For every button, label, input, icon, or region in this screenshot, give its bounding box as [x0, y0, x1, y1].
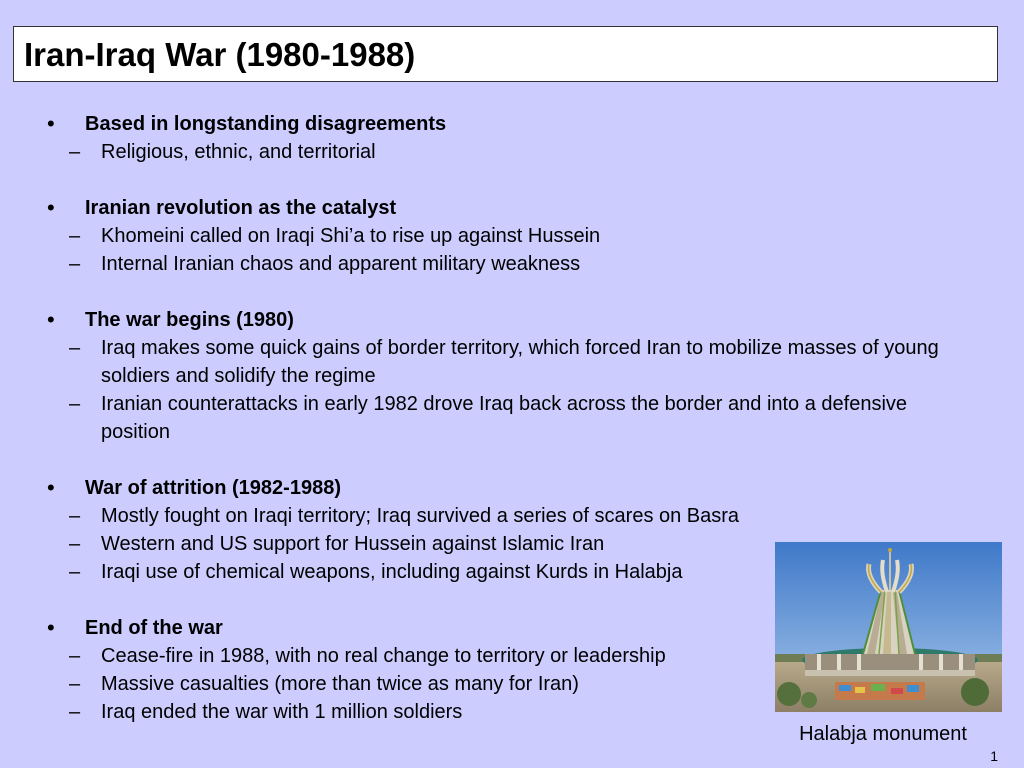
sub-item: [0, 222, 981, 250]
bullet-text: Iranian revolution as the catalyst: [85, 197, 397, 219]
dash-icon: –: [69, 253, 81, 275]
bullet-heading: [0, 306, 1000, 334]
bullet-icon: •: [47, 307, 55, 332]
sub-item-text: Cease-fire in 1988, with no real change to territory or leadership: [101, 645, 666, 667]
bullet-heading: [0, 194, 1000, 222]
sub-item-text: Khomeini called on Iraqi Shi’a to rise up against Hussein: [101, 225, 601, 247]
bullet-text: End of the war: [85, 617, 223, 639]
sub-item-text: Iraq ended the war with 1 million soldiers: [101, 701, 463, 723]
bullet-heading: [0, 110, 1000, 138]
bullet-icon: •: [47, 111, 55, 136]
page-number: 1: [990, 748, 998, 764]
bullet-icon: •: [47, 195, 55, 220]
dash-icon: –: [69, 533, 81, 555]
sub-item-text: Iraq makes some quick gains of border territory, which forced Iran to mobilize masses of young soldiers and solidify the regime: [101, 337, 939, 387]
title-box: [13, 26, 998, 82]
sub-item-text: Internal Iranian chaos and apparent military weakness: [101, 253, 581, 275]
dash-icon: –: [69, 673, 81, 695]
halabja-monument-photo: [775, 542, 1002, 712]
sub-item-text: Western and US support for Hussein against Islamic Iran: [101, 533, 605, 555]
monument-image: [775, 542, 1002, 712]
dash-icon: –: [69, 645, 81, 667]
bullet-text: War of attrition (1982-1988): [85, 477, 341, 499]
photo-caption: Halabja monument: [799, 723, 967, 745]
dash-icon: –: [69, 225, 81, 247]
dash-icon: –: [69, 561, 81, 583]
dash-icon: –: [69, 505, 81, 527]
sub-item: [0, 334, 981, 390]
section-disagreements: [0, 110, 1000, 166]
slide-title: Iran-Iraq War (1980-1988): [24, 36, 416, 73]
sub-item: [0, 502, 981, 530]
bullet-text: The war begins (1980): [85, 309, 294, 331]
section-war-begins: [0, 306, 1000, 446]
bullet-icon: •: [47, 475, 55, 500]
bullet-icon: •: [47, 615, 55, 640]
dash-icon: –: [69, 337, 81, 359]
bullet-text: Based in longstanding disagreements: [85, 113, 447, 135]
sub-item: [0, 250, 981, 278]
dash-icon: –: [69, 393, 81, 415]
sub-item-text: Iranian counterattacks in early 1982 drove Iraq back across the border and into a defensive position: [101, 393, 908, 443]
section-revolution: [0, 194, 1000, 278]
dash-icon: –: [69, 701, 81, 723]
sub-item-text: Iraqi use of chemical weapons, including against Kurds in Halabja: [101, 561, 683, 583]
sub-item-text: Religious, ethnic, and territorial: [101, 141, 376, 163]
sub-item-text: Massive casualties (more than twice as many for Iran): [101, 673, 579, 695]
sub-item: [0, 390, 981, 446]
sub-item: [0, 138, 981, 166]
dash-icon: –: [69, 141, 81, 163]
sub-item-text: Mostly fought on Iraqi territory; Iraq survived a series of scares on Basra: [101, 505, 740, 527]
bullet-heading: [0, 474, 1000, 502]
